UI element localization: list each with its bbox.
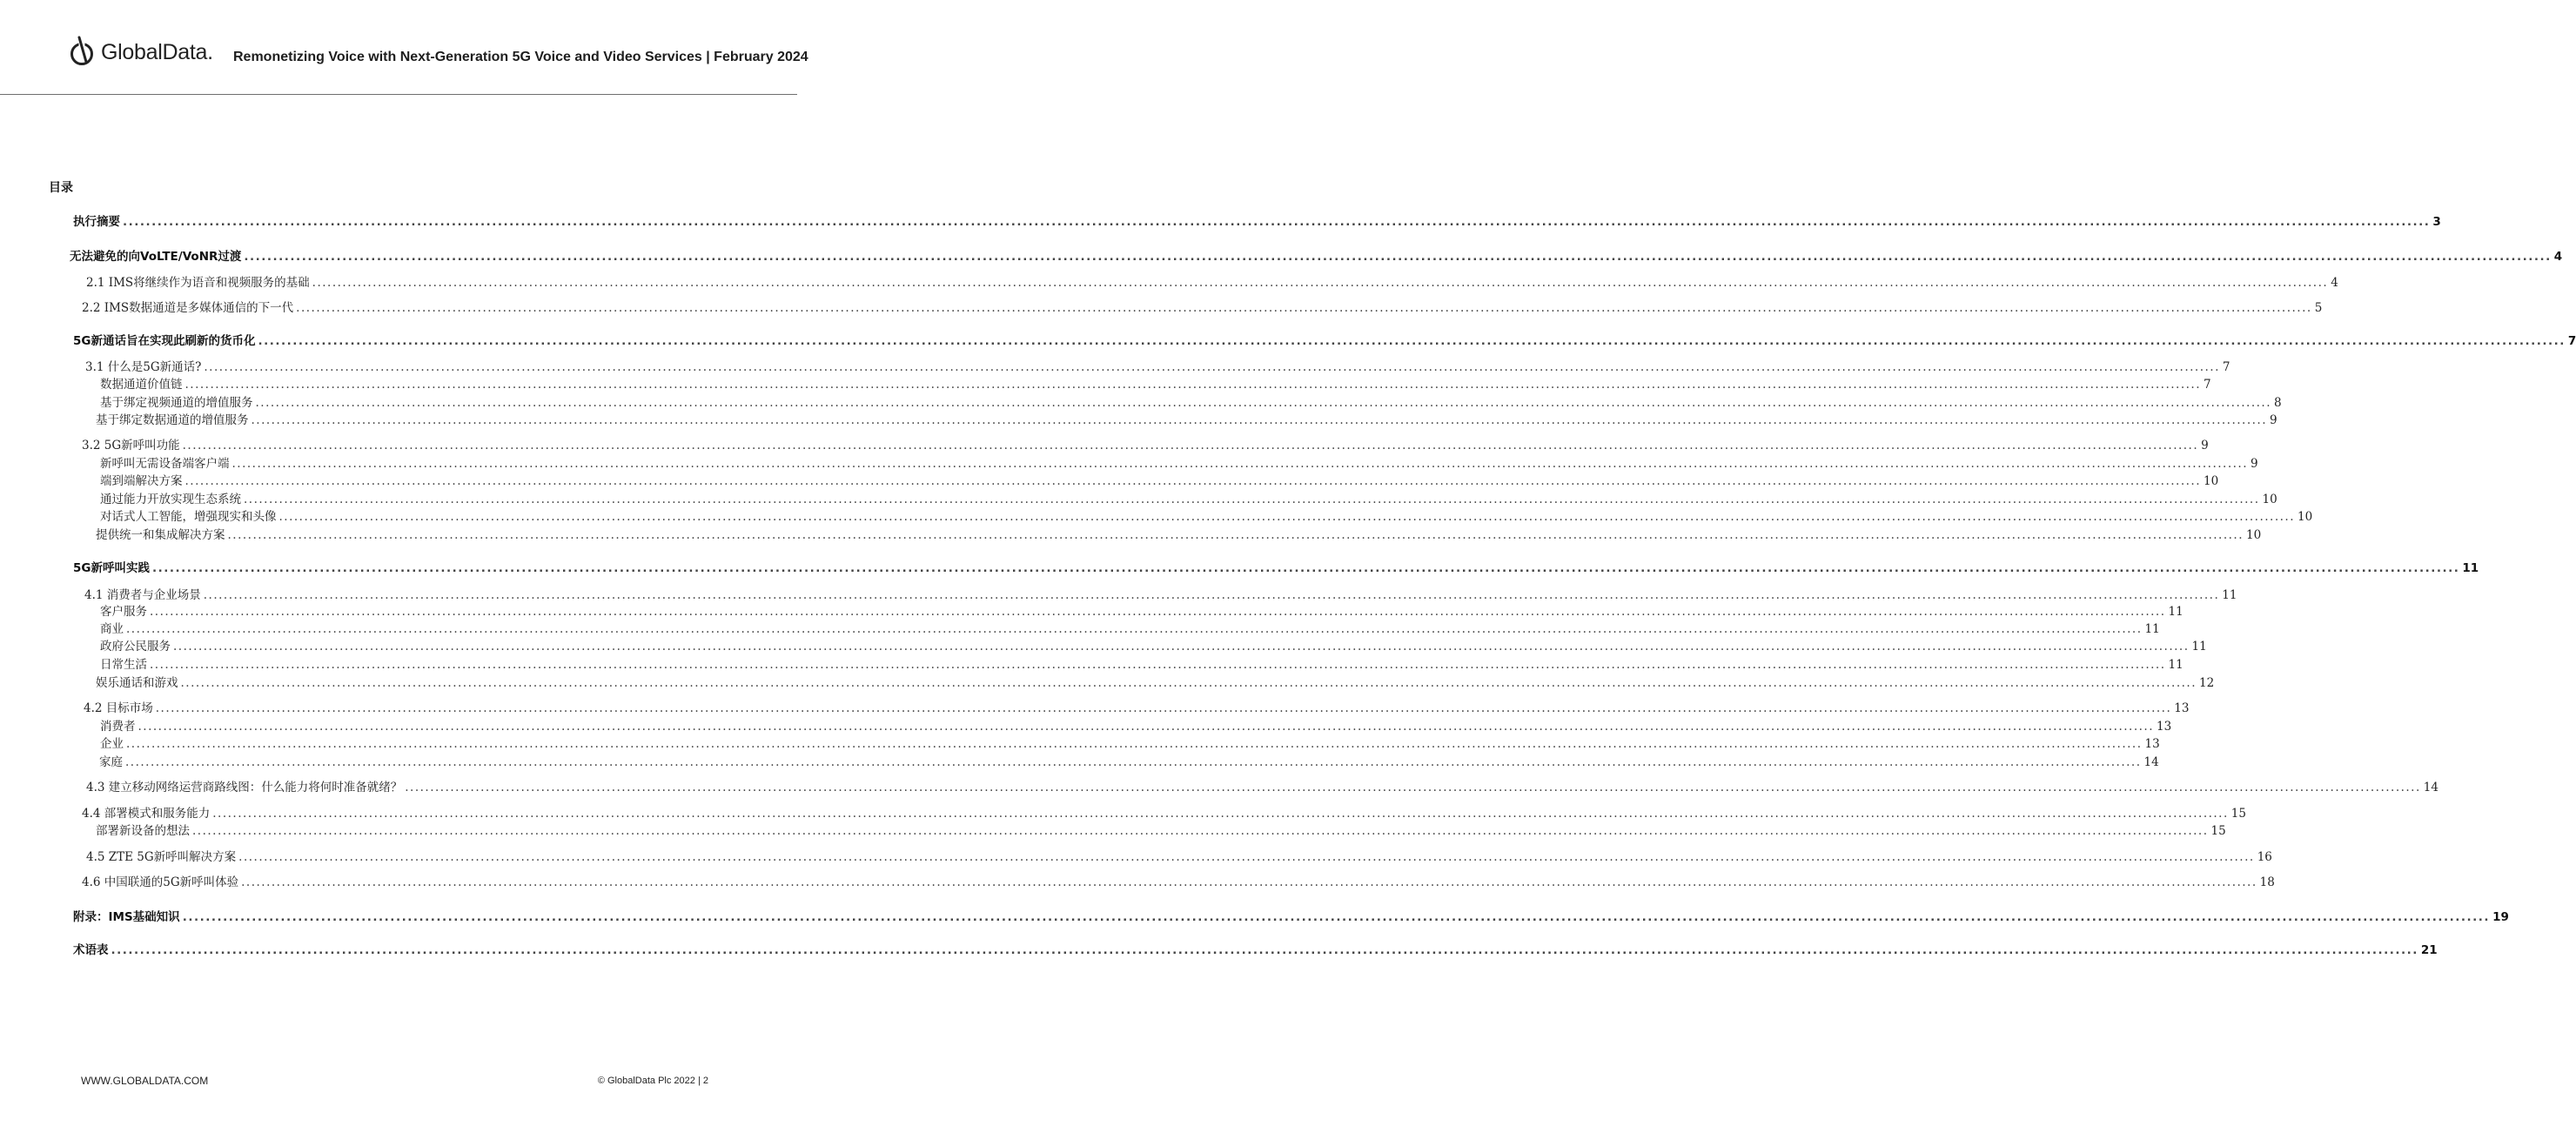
toc-entry[interactable]	[100, 734, 2160, 751]
toc-entry[interactable]	[96, 673, 2215, 690]
toc-leader: ................................................................................................................................................................................................................................................................................................................................................................................................................	[192, 824, 2209, 838]
toc-entry[interactable]	[100, 506, 2313, 524]
toc-entry-page: 11	[2462, 561, 2479, 575]
toc-entry[interactable]	[73, 558, 2479, 575]
toc-entry-page: 5	[2314, 301, 2323, 315]
globaldata-logo-icon	[70, 36, 96, 69]
toc-entry-page: 18	[2259, 875, 2275, 889]
toc-entry-label: 2.1 IMS将继续作为语音和视频服务的基础	[86, 276, 310, 290]
toc-entry-page: 9	[2251, 457, 2258, 471]
toc-entry-label: 4.2 目标市场	[84, 701, 153, 715]
toc-leader: ................................................................................................................................................................................................................................................................................................................................................................................................................	[180, 676, 2197, 690]
header-divider	[0, 94, 797, 95]
toc-entry-label: 数据通道价值链	[100, 378, 183, 392]
toc-entry-page: 8	[2274, 396, 2282, 410]
toc-entry[interactable]	[96, 410, 2277, 427]
toc-entry[interactable]	[84, 585, 2237, 602]
footer-website[interactable]: WWW.GLOBALDATA.COM	[81, 1075, 209, 1087]
toc-entry[interactable]	[100, 489, 2277, 506]
toc-entry-label: 商业	[100, 622, 124, 636]
toc-leader: ................................................................................................................................................................................................................................................................................................................................................................................................................	[312, 276, 2329, 290]
toc-entry-label: 5G新通话旨在实现此刷新的货币化	[73, 334, 256, 348]
toc-entry-page: 11	[2191, 640, 2207, 654]
toc-entry-label: 通过能力开放实现生态系统	[100, 493, 241, 506]
toc-entry[interactable]	[100, 619, 2160, 636]
toc-entry[interactable]	[96, 525, 2262, 542]
toc-entry[interactable]	[73, 907, 2509, 924]
toc-entry[interactable]	[84, 698, 2190, 715]
toc-entry-page: 19	[2492, 910, 2509, 924]
toc-entry-label: 企业	[100, 737, 124, 751]
toc-entry-label: 新呼叫无需设备端客户端	[100, 457, 230, 471]
toc-leader: ................................................................................................................................................................................................................................................................................................................................................................................................................	[126, 737, 2143, 751]
toc-entry-label: 客户服务	[100, 605, 147, 619]
toc-entry-page: 7	[2567, 334, 2576, 348]
toc-entry-page: 11	[2168, 605, 2184, 619]
toc-entry[interactable]	[100, 716, 2172, 734]
toc-entry-page: 4	[2553, 250, 2563, 264]
toc-leader: ................................................................................................................................................................................................................................................................................................................................................................................................................	[244, 493, 2260, 506]
toc-entry-label: 附录：IMS基础知识	[73, 910, 180, 924]
toc-entry[interactable]	[99, 752, 2159, 769]
toc-entry-page: 13	[2174, 701, 2190, 715]
toc-entry[interactable]	[82, 298, 2323, 315]
toc-entry-page: 13	[2157, 720, 2172, 734]
toc-entry[interactable]	[86, 272, 2338, 290]
toc-leader: ................................................................................................................................................................................................................................................................................................................................................................................................................	[182, 439, 2199, 453]
toc-entry-label: 家庭	[99, 755, 123, 769]
report-title: Remonetizing Voice with Next-Generation 5G Voice and Video Services | February 2024	[233, 50, 808, 64]
toc-entry-page: 10	[2204, 474, 2219, 488]
page-header	[0, 0, 808, 96]
toc-entry-label: 娱乐通话和游戏	[96, 676, 178, 690]
toc-entry[interactable]	[82, 872, 2275, 889]
toc-leader: ................................................................................................................................................................................................................................................................................................................................................................................................................	[231, 457, 2249, 471]
toc-leader: ................................................................................................................................................................................................................................................................................................................................................................................................................	[184, 378, 2202, 392]
toc-leader: ................................................................................................................................................................................................................................................................................................................................................................................................................	[255, 396, 2272, 410]
toc-leader: ................................................................................................................................................................................................................................................................................................................................................................................................................	[405, 781, 2421, 794]
toc-entry-page: 7	[2222, 360, 2231, 374]
brand-name: GlobalData.	[101, 39, 213, 64]
toc-entry-page: 11	[2144, 622, 2160, 636]
toc-leader: ................................................................................................................................................................................................................................................................................................................................................................................................................	[184, 474, 2202, 488]
toc-entry-label: 无法避免的向VoLTE/VoNR过渡	[70, 250, 242, 264]
globaldata-logo	[70, 35, 213, 70]
toc-entry-label: 4.1 消费者与企业场景	[84, 588, 201, 602]
toc-entry-page: 4	[2331, 276, 2338, 290]
toc-entry-label: 4.3 建立移动网络运营商路线图：什么能力将何时准备就绪？	[86, 781, 403, 794]
toc-entry[interactable]	[100, 601, 2184, 619]
toc-heading: 目录	[49, 181, 73, 195]
toc-entry-page: 14	[2423, 781, 2438, 794]
toc-entry-page: 10	[2262, 493, 2277, 506]
toc-entry-page: 10	[2246, 528, 2262, 542]
toc-entry-page: 11	[2222, 588, 2237, 602]
toc-entry[interactable]	[82, 803, 2246, 821]
toc-entry-label: 3.1 什么是5G新通话?	[85, 360, 202, 374]
toc-leader: ................................................................................................................................................................................................................................................................................................................................................................................................................	[138, 720, 2155, 734]
toc-entry-label: 日常生活	[100, 658, 147, 672]
footer-copyright: © GlobalData Plc 2022 | 2	[597, 1076, 708, 1086]
toc-entry[interactable]	[73, 331, 2576, 348]
toc-entry[interactable]	[86, 847, 2272, 864]
toc-leader: ................................................................................................................................................................................................................................................................................................................................................................................................................	[203, 588, 2220, 602]
toc-leader: ................................................................................................................................................................................................................................................................................................................................................................................................................	[123, 215, 2431, 229]
toc-entry-label: 基于绑定数据通道的增值服务	[96, 413, 249, 427]
toc-entry[interactable]	[82, 435, 2209, 453]
toc-entry-label: 政府公民服务	[100, 640, 171, 654]
toc-leader: ................................................................................................................................................................................................................................................................................................................................................................................................................	[244, 250, 2552, 264]
toc-entry-page: 10	[2298, 510, 2313, 524]
toc-leader: ................................................................................................................................................................................................................................................................................................................................................................................................................	[173, 640, 2190, 654]
toc-entry-page: 16	[2257, 850, 2272, 864]
toc-entry-label: 4.4 部署模式和服务能力	[82, 807, 211, 821]
toc-leader: ................................................................................................................................................................................................................................................................................................................................................................................................................	[150, 658, 2166, 672]
toc-entry-label: 术语表	[73, 943, 109, 957]
toc-entry[interactable]	[100, 471, 2219, 488]
toc-leader: ................................................................................................................................................................................................................................................................................................................................................................................................................	[111, 943, 2418, 957]
toc-entry-page: 15	[2210, 824, 2226, 838]
toc-entry-label: 消费者	[100, 720, 136, 734]
toc-entry-label: 端到端解决方案	[100, 474, 183, 488]
toc-entry-page: 21	[2420, 943, 2438, 957]
toc-leader: ................................................................................................................................................................................................................................................................................................................................................................................................................	[227, 528, 2244, 542]
toc-entry-label: 部署新设备的想法	[96, 824, 190, 838]
toc-leader: ................................................................................................................................................................................................................................................................................................................................................................................................................	[258, 334, 2566, 348]
toc-leader: ................................................................................................................................................................................................................................................................................................................................................................................................................	[238, 850, 2255, 864]
toc-leader: ................................................................................................................................................................................................................................................................................................................................................................................................................	[212, 807, 2229, 821]
toc-entry-label: 对话式人工智能，增强现实和头像	[100, 510, 277, 524]
toc-entry-page: 7	[2204, 378, 2211, 392]
toc-entry[interactable]	[100, 374, 2211, 392]
toc-entry[interactable]	[96, 821, 2226, 838]
toc-entry[interactable]	[100, 392, 2282, 410]
toc-entry[interactable]	[100, 453, 2258, 471]
toc-entry[interactable]	[85, 357, 2231, 374]
toc-leader: ................................................................................................................................................................................................................................................................................................................................................................................................................	[278, 510, 2296, 524]
toc-entry-page: 11	[2168, 658, 2184, 672]
toc-leader: ................................................................................................................................................................................................................................................................................................................................................................................................................	[151, 561, 2460, 575]
toc-entry[interactable]	[86, 777, 2438, 794]
toc-leader: ................................................................................................................................................................................................................................................................................................................................................................................................................	[125, 755, 2142, 769]
toc-entry-label: 提供统一和集成解决方案	[96, 528, 225, 542]
toc-leader: ................................................................................................................................................................................................................................................................................................................................................................................................................	[182, 910, 2491, 924]
toc-leader: ................................................................................................................................................................................................................................................................................................................................................................................................................	[251, 413, 2268, 427]
toc-entry-label: 执行摘要	[73, 215, 120, 229]
toc-entry[interactable]	[73, 211, 2441, 229]
toc-entry-label: 5G新呼叫实践	[73, 561, 150, 575]
toc-entry-label: 3.2 5G新呼叫功能	[82, 439, 180, 453]
toc-entry-label: 4.6 中国联通的5G新呼叫体验	[82, 875, 239, 889]
toc-leader: ................................................................................................................................................................................................................................................................................................................................................................................................................	[150, 605, 2166, 619]
toc-entry[interactable]	[100, 636, 2207, 654]
toc-entry-page: 14	[2143, 755, 2159, 769]
toc-entry-page: 9	[2270, 413, 2277, 427]
toc-leader: ................................................................................................................................................................................................................................................................................................................................................................................................................	[155, 701, 2172, 715]
toc-leader: ................................................................................................................................................................................................................................................................................................................................................................................................................	[241, 875, 2257, 889]
toc-entry-label: 基于绑定视频通道的增值服务	[100, 396, 253, 410]
toc-entry-page: 13	[2144, 737, 2160, 751]
toc-entry-label: 4.5 ZTE 5G新呼叫解决方案	[86, 850, 237, 864]
toc-entry-page: 3	[2432, 215, 2441, 229]
toc-entry[interactable]	[100, 654, 2184, 672]
toc-leader: ................................................................................................................................................................................................................................................................................................................................................................................................................	[296, 301, 2312, 315]
toc-leader: ................................................................................................................................................................................................................................................................................................................................................................................................................	[204, 360, 2220, 374]
toc-entry[interactable]	[73, 940, 2438, 957]
toc-entry-label: 2.2 IMS数据通道是多媒体通信的下一代	[82, 301, 294, 315]
toc-entry[interactable]	[70, 246, 2563, 264]
toc-entry-page: 12	[2199, 676, 2215, 690]
toc-entry-page: 9	[2201, 439, 2209, 453]
toc-entry-page: 15	[2231, 807, 2246, 821]
toc-leader: ................................................................................................................................................................................................................................................................................................................................................................................................................	[126, 622, 2143, 636]
